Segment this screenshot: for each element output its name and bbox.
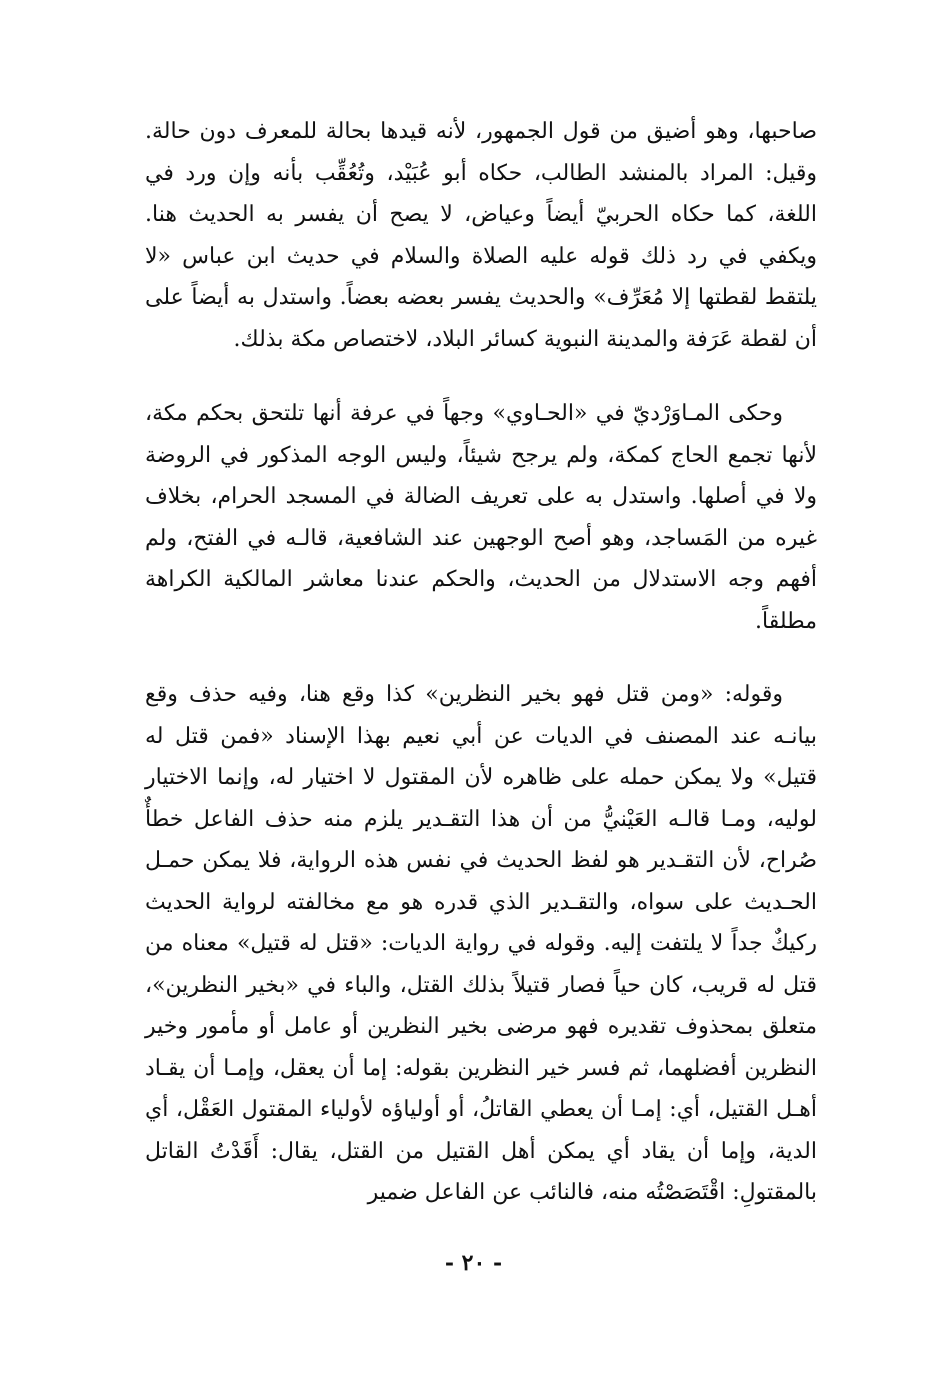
paragraph-text: صاحبها، وهو أضيق من قول الجمهور، لأنه قيدها بحالة للمعرف دون حالة. وقيل: المراد بالمنشد الطالب، حكاه أبو عُبَيْد، وتُعُقِّب بأنه وإن ورد في اللغة، كما حكاه الحربيّ أيضاً وعياض، لا يصح أن يفسر به الحديث هنا. ويكفي في رد ذلك قوله عليه الصلاة والسلام في حديث ابن عباس «لا يلتقط لقطتها إلا مُعَرِّف» والحديث يفسر بعضه بعضاً. واستدل به أيضاً على أن لقطة عَرَفة والمدينة النبوية كسائر البلاد، لاختصاص مكة بذلك. [145,119,817,352]
paragraph-2 [145,393,817,642]
paragraph-text: وقوله: «ومن قتل فهو بخير النظرين» كذا وقع هنا، وفيه حذف وقع بيانـه عند المصنف في الديات عن أبي نعيم بهذا الإسناد «فمن قتل له قتيل» ولا يمكن حمله على ظاهره لأن المقتول لا اختيار له، وإنما الاختيار لوليه، ومـا قالـه العَيْنيُّ من أن هذا التقـدير يلزم منه حذف الفاعل خطأٌ صُراح، لأن التقـدير هو لفظ الحديث في نفس هذه الرواية، فلا يمكن حمـل الحـديث على سواه، والتقـدير الذي قدره هو مع مخالفته لرواية الحديث ركيكٌ جداً لا يلتفت إليه. وقوله في رواية الديات: «قتل له قتيل» معناه من قتل له قريب، كان حياً فصار قتيلاً بذلك القتل، والباء في «بخير النظرين»، متعلق بمحذوف تقديره فهو مرضى بخير النظرين أو عامل أو مأمور وخير النظرين أفضلهما، ثم فسر خير النظرين بقوله: إما أن يعقل، وإمـا أن يقـاد أهـل القتيل، أي: إمـا أن يعطي القاتلُ، أو أولياؤه لأولياء المقتول العَقْل، أي الدية، وإما أن يقاد أي يمكن أهل القتيل من القتل، يقال: أَقَدْتُ القاتل بالمقتولِ: اقْتَصَصْتُه منه، فالنائب عن الفاعل ضمير [145,682,817,1205]
paragraph-text: وحكى المـاوَرْديّ في «الحـاوي» وجهاً في عرفة أنها تلتحق بحكم مكة، لأنها تجمع الحاج كمكة، ولم يرجح شيئاً، وليس الوجه المذكور في الروضة ولا في أصلها. واستدل به على تعريف الضالة في المسجد الحرام، بخلاف غيره من المَساجد، وهو أصح الوجهين عند الشافعية، قالـه في الفتح، ولم أفهم وجه الاستدلال من الحديث، والحكم عندنا معاشر المالكية الكراهة مطلقاً. [145,401,817,634]
paragraph-1 [145,111,817,360]
paragraph-3 [145,674,817,1214]
page-number: - ٢٠ - [444,1250,503,1276]
